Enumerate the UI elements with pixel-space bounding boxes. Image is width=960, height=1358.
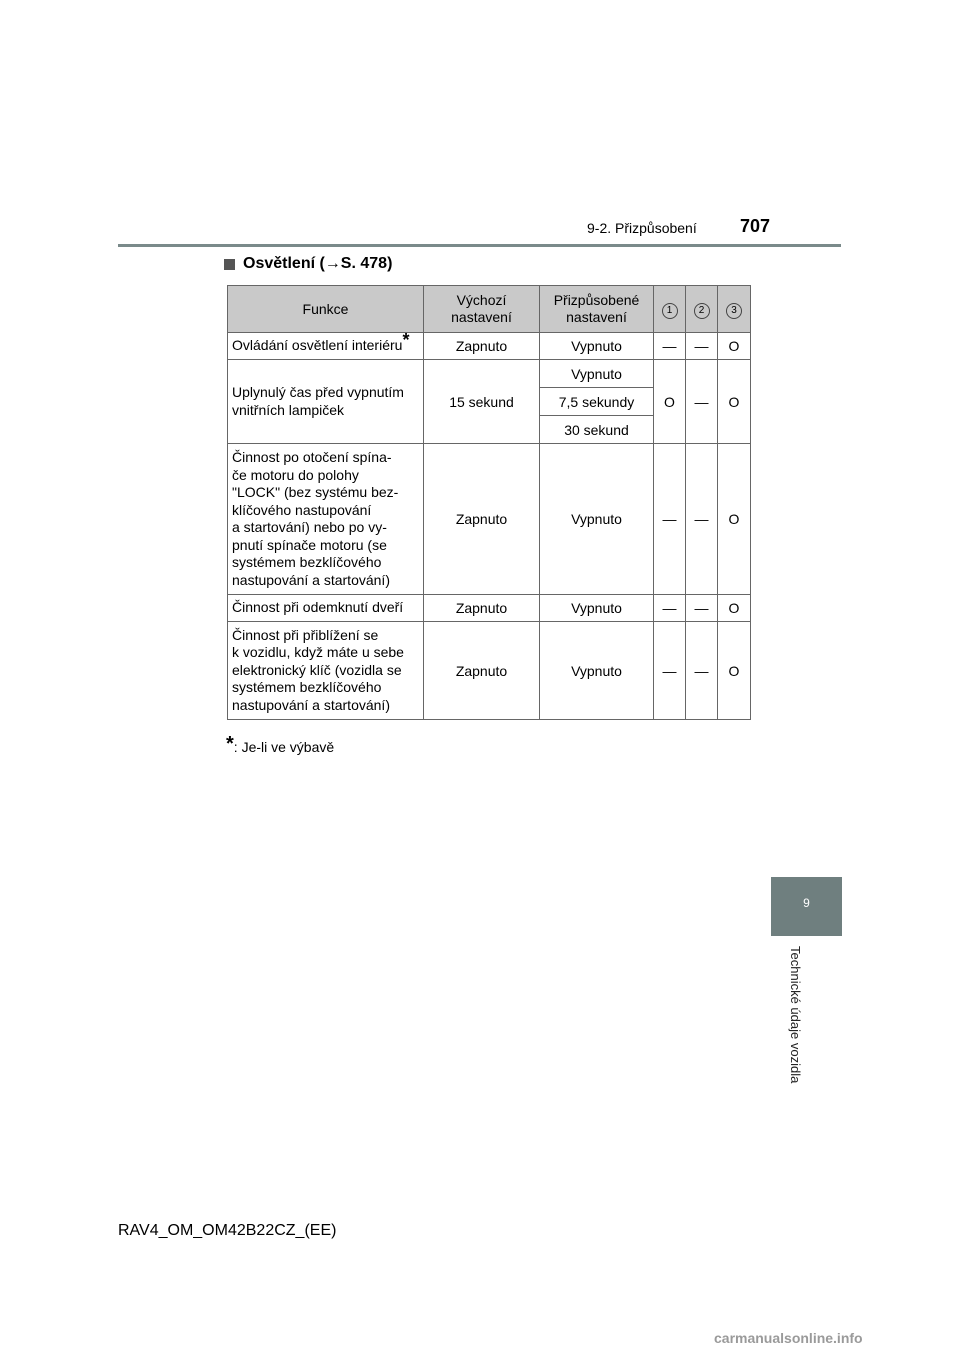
row-function: Činnost po otočení spína- če motoru do polohy "LOCK" (bez systému bez- klíčového nastupování a startování) nebo po vy- pnutí spínače motoru (se systémem bezklíčového nastupování a startování) [228,444,424,595]
row-custom: Vypnuto [540,622,654,720]
footnote-text: : Je-li ve výbavě [233,739,335,755]
row-default: Zapnuto [424,622,540,720]
row-c2: — [686,333,718,360]
footnote-star: * [226,733,234,755]
row-c3: O [718,333,751,360]
row-c1: — [654,622,686,720]
row-c1: O [654,360,686,444]
section-title: 9-2. Přizpůsobení [587,220,697,236]
row-function: Ovládání osvětlení interiéru* [228,333,424,360]
section-heading [224,255,392,273]
row-c2: — [686,360,718,444]
circled-number-1: 1 [662,303,678,319]
header-divider [118,244,841,247]
row-c1: — [654,444,686,595]
square-bullet-icon [224,259,235,270]
row-c1: — [654,333,686,360]
row-default: 15 sekund [424,360,540,444]
footnote [226,733,334,756]
circled-number-2: 2 [694,303,710,319]
row-c2: — [686,622,718,720]
row-c3: O [718,622,751,720]
header-function: Funkce [228,286,424,333]
row-function: Činnost při odemknutí dveří [228,595,424,622]
header-col-3 [718,286,751,333]
circled-number-3: 3 [726,303,742,319]
table-row [228,333,751,360]
row-custom-option: 7,5 sekundy [540,388,654,416]
chapter-label: Technické údaje vozidla [788,946,803,1084]
header-default: Výchozí nastavení [424,286,540,333]
watermark: carmanualsonline.info [714,1330,863,1346]
page-number: 707 [740,216,771,236]
row-c3: O [718,444,751,595]
row-custom: Vypnuto [540,595,654,622]
row-custom-option: Vypnuto [540,360,654,388]
settings-table [227,285,751,720]
table-row [228,360,751,388]
row-c3: O [718,360,751,444]
row-default: Zapnuto [424,595,540,622]
row-default: Zapnuto [424,444,540,595]
row-default: Zapnuto [424,333,540,360]
header-col-1 [654,286,686,333]
chapter-tab: 9 [771,877,842,936]
row-custom: Vypnuto [540,444,654,595]
row-function: Uplynulý čas před vypnutím vnitřních lampiček [228,360,424,444]
table-row [228,622,751,720]
row-c1: — [654,595,686,622]
row-custom: Vypnuto [540,333,654,360]
table-row [228,444,751,595]
footnote-marker: * [402,330,410,351]
header-custom: Přizpůsobené nastavení [540,286,654,333]
row-c2: — [686,595,718,622]
row-c2: — [686,444,718,595]
row-function: Činnost při přiblížení se k vozidlu, když máte u sebe elektronický klíč (vozidla se systémem bezklíčového nastupování a startování) [228,622,424,720]
row-custom-option: 30 sekund [540,416,654,444]
table-row [228,595,751,622]
header-col-2 [686,286,718,333]
heading-text: Osvětlení (→S. 478) [243,255,393,272]
table-header-row [228,286,751,333]
document-code: RAV4_OM_OM42B22CZ_(EE) [118,1222,337,1239]
row-c3: O [718,595,751,622]
